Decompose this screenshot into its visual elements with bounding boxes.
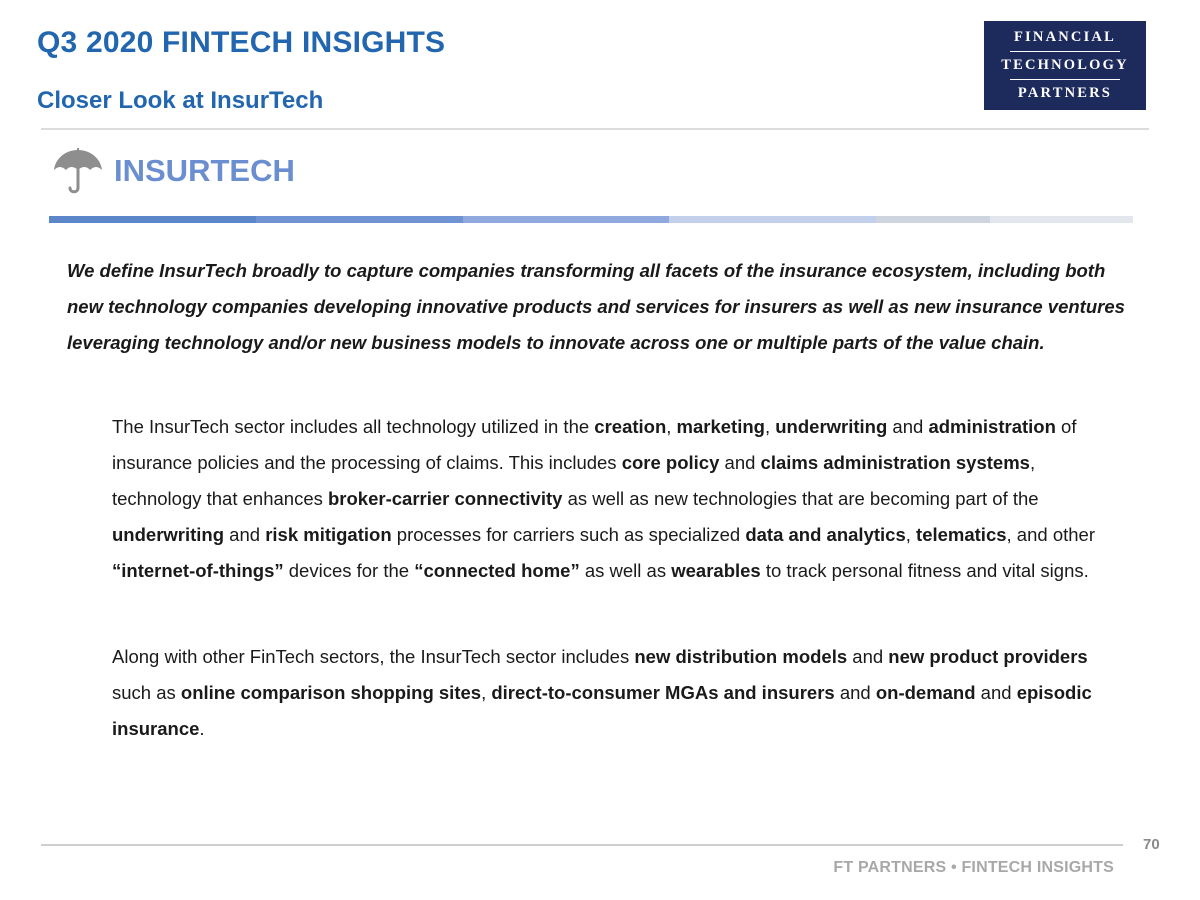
body-text: as well as <box>579 560 672 581</box>
emphasis-text: on-demand <box>875 682 976 703</box>
body-text: and <box>834 682 876 703</box>
emphasis-text: new product providers <box>888 646 1088 667</box>
body-text: of insurance policies and the processing of claims. This includes <box>112 416 1077 473</box>
emphasis-text: core policy <box>621 452 720 473</box>
logo-line-1: FINANCIAL <box>1014 29 1116 45</box>
emphasis-text: “internet-of-things” <box>112 560 284 581</box>
body-text: Along with other FinTech sectors, the InsurTech sector includes <box>112 646 635 667</box>
emphasis-text: marketing <box>676 416 765 437</box>
header-divider <box>41 128 1149 130</box>
accent-segment <box>669 216 876 223</box>
body-text: and <box>887 416 929 437</box>
body-text: such as <box>112 682 181 703</box>
body-text: as well as new technologies that are becoming part of the <box>562 488 1039 509</box>
accent-segment <box>49 216 256 223</box>
body-text: , <box>481 682 492 703</box>
emphasis-text: data and analytics <box>745 524 906 545</box>
body-text: devices for the <box>283 560 415 581</box>
intro-definition: We define InsurTech broadly to capture companies transforming all facets of the insurance ecosystem, including both new technology companies developing innovative products and services for insurers as well as new insurance ventures leveraging technology and/or new business models to innovate across one or multiple parts of the value chain. <box>67 260 1125 353</box>
emphasis-text: underwriting <box>775 416 888 437</box>
emphasis-text: telematics <box>916 524 1007 545</box>
body-text: and <box>224 524 266 545</box>
accent-segment <box>256 216 463 223</box>
body-text: , technology that enhances <box>112 452 1036 509</box>
body-text: . <box>199 718 205 739</box>
logo-divider <box>1010 51 1120 52</box>
page-subtitle: Closer Look at InsurTech <box>37 87 324 114</box>
body-text: to track personal fitness and vital signs. <box>760 560 1089 581</box>
emphasis-text: episodic insurance <box>112 682 1092 739</box>
section-accent-bar <box>49 216 1133 223</box>
emphasis-text: new distribution models <box>634 646 848 667</box>
footer-text: FT PARTNERS • FINTECH INSIGHTS <box>833 859 1114 876</box>
emphasis-text: direct-to-consumer MGAs and insurers <box>491 682 835 703</box>
body-text: , <box>764 416 776 437</box>
accent-segment <box>990 216 1133 223</box>
paragraph-distribution <box>112 639 1122 747</box>
body-text: and <box>975 682 1017 703</box>
emphasis-text: broker-carrier connectivity <box>328 488 563 509</box>
footer-divider <box>41 844 1123 846</box>
logo-divider <box>1010 79 1120 80</box>
umbrella-icon <box>53 148 103 196</box>
page-number: 70 <box>1143 836 1160 853</box>
section-title: INSURTECH <box>114 153 295 188</box>
ft-partners-logo <box>984 21 1146 110</box>
logo-line-2: TECHNOLOGY <box>1001 57 1129 73</box>
body-text: , <box>905 524 917 545</box>
emphasis-text: “connected home” <box>414 560 580 581</box>
logo-line-3: PARTNERS <box>1017 85 1113 101</box>
body-text: and <box>847 646 889 667</box>
emphasis-text: wearables <box>671 560 761 581</box>
emphasis-text: claims administration systems <box>760 452 1030 473</box>
page-title: Q3 2020 FINTECH INSIGHTS <box>37 26 446 59</box>
accent-segment <box>463 216 669 223</box>
body-text: and <box>719 452 761 473</box>
accent-segment <box>876 216 990 223</box>
body-text: processes for carriers such as specialized <box>391 524 746 545</box>
emphasis-text: administration <box>928 416 1056 437</box>
body-text: The InsurTech sector includes all technology utilized in the <box>112 416 595 437</box>
emphasis-text: creation <box>594 416 667 437</box>
emphasis-text: risk mitigation <box>265 524 392 545</box>
body-text: , <box>666 416 677 437</box>
body-text: , and other <box>1006 524 1095 545</box>
emphasis-text: underwriting <box>112 524 225 545</box>
paragraph-technology <box>112 409 1122 589</box>
emphasis-text: online comparison shopping sites <box>180 682 482 703</box>
